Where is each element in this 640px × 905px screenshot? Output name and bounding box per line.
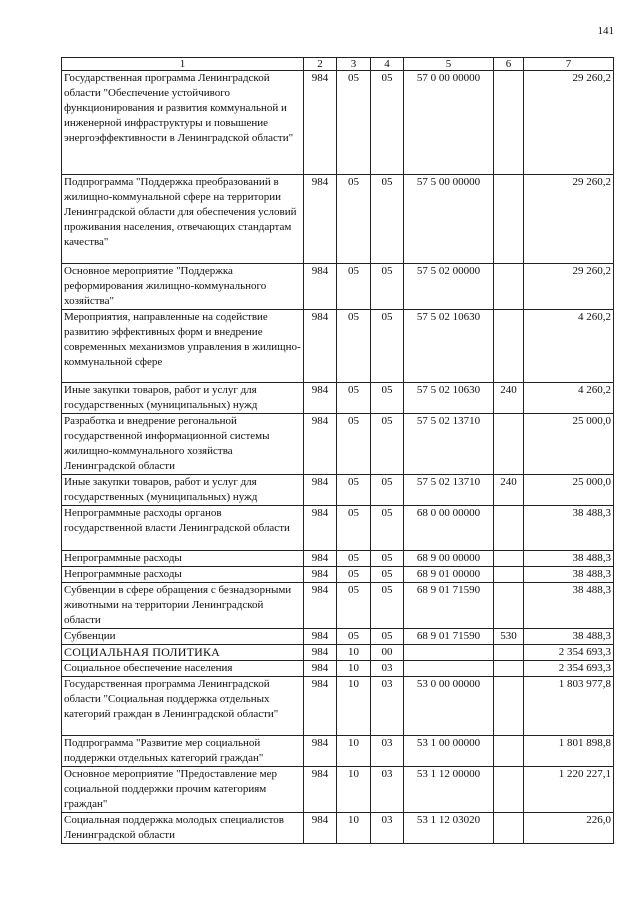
col-header-6: 6 <box>494 58 524 71</box>
row-name: Подпрограмма "Поддержка преобразований в жилищно-коммунальной сфере на территории Ленинградской области для обеспечения условий проживания населения, отвечающих стандартам качества" <box>62 175 304 264</box>
col-header-4: 4 <box>371 58 404 71</box>
cell-target-code: 57 5 02 13710 <box>404 414 494 475</box>
row-name: Основное мероприятие "Поддержка реформирования жилищно-коммунального хозяйства" <box>62 264 304 310</box>
cell-ministry: 984 <box>304 506 337 551</box>
cell-subsection: 03 <box>371 767 404 813</box>
cell-amount: 25 000,0 <box>524 475 614 506</box>
cell-ministry: 984 <box>304 175 337 264</box>
cell-section: 05 <box>337 475 371 506</box>
cell-amount: 226,0 <box>524 813 614 844</box>
cell-amount: 4 260,2 <box>524 310 614 383</box>
table-row <box>62 175 614 264</box>
row-name: Социальное обеспечение населения <box>62 661 304 677</box>
row-name: Социальная поддержка молодых специалистов Ленинградской области <box>62 813 304 844</box>
col-header-2: 2 <box>304 58 337 71</box>
cell-subsection: 05 <box>371 71 404 175</box>
cell-amount: 2 354 693,3 <box>524 645 614 661</box>
row-name: Разработка и внедрение регональной государственной информационной системы жилищно-коммунального хозяйства Ленинградской области <box>62 414 304 475</box>
cell-expense-type <box>494 813 524 844</box>
cell-amount: 1 801 898,8 <box>524 736 614 767</box>
table-row <box>62 767 614 813</box>
table-row <box>62 567 614 583</box>
cell-expense-type <box>494 414 524 475</box>
cell-amount: 2 354 693,3 <box>524 661 614 677</box>
cell-amount: 38 488,3 <box>524 551 614 567</box>
table-row <box>62 813 614 844</box>
row-name: Субвенции в сфере обращения с безнадзорными животными на территории Ленинградской области <box>62 583 304 629</box>
cell-section: 05 <box>337 567 371 583</box>
cell-amount: 4 260,2 <box>524 383 614 414</box>
cell-expense-type: 530 <box>494 629 524 645</box>
cell-section: 05 <box>337 551 371 567</box>
cell-amount: 38 488,3 <box>524 567 614 583</box>
cell-target-code: 57 0 00 00000 <box>404 71 494 175</box>
cell-amount: 1 220 227,1 <box>524 767 614 813</box>
cell-expense-type <box>494 567 524 583</box>
cell-subsection: 05 <box>371 414 404 475</box>
cell-amount: 38 488,3 <box>524 506 614 551</box>
cell-amount: 25 000,0 <box>524 414 614 475</box>
cell-expense-type <box>494 506 524 551</box>
cell-ministry: 984 <box>304 475 337 506</box>
cell-ministry: 984 <box>304 71 337 175</box>
table-row <box>62 661 614 677</box>
cell-subsection: 05 <box>371 310 404 383</box>
cell-section: 05 <box>337 583 371 629</box>
row-name: Подпрограмма "Развитие мер социальной поддержки отдельных категорий граждан" <box>62 736 304 767</box>
row-name: Непрограммные расходы <box>62 567 304 583</box>
cell-subsection: 05 <box>371 264 404 310</box>
cell-ministry: 984 <box>304 645 337 661</box>
cell-subsection: 05 <box>371 383 404 414</box>
table-row <box>62 629 614 645</box>
cell-expense-type <box>494 736 524 767</box>
col-header-7: 7 <box>524 58 614 71</box>
col-header-5: 5 <box>404 58 494 71</box>
table-row <box>62 71 614 175</box>
cell-subsection: 05 <box>371 567 404 583</box>
cell-ministry: 984 <box>304 677 337 736</box>
cell-expense-type <box>494 175 524 264</box>
cell-target-code: 57 5 00 00000 <box>404 175 494 264</box>
row-name: Мероприятия, направленные на содействие развитию эффективных форм и внедрение современных механизмов управления в жилищно-коммунальной сфере <box>62 310 304 383</box>
cell-subsection: 05 <box>371 475 404 506</box>
cell-section: 10 <box>337 736 371 767</box>
cell-target-code <box>404 661 494 677</box>
table-row <box>62 583 614 629</box>
table-row <box>62 506 614 551</box>
cell-target-code: 68 9 01 00000 <box>404 567 494 583</box>
cell-ministry: 984 <box>304 583 337 629</box>
cell-subsection: 05 <box>371 175 404 264</box>
cell-section: 10 <box>337 677 371 736</box>
cell-amount: 38 488,3 <box>524 583 614 629</box>
cell-subsection: 03 <box>371 677 404 736</box>
cell-target-code: 53 1 12 00000 <box>404 767 494 813</box>
cell-ministry: 984 <box>304 736 337 767</box>
cell-target-code: 53 0 00 00000 <box>404 677 494 736</box>
cell-expense-type <box>494 71 524 175</box>
cell-expense-type <box>494 677 524 736</box>
cell-expense-type: 240 <box>494 383 524 414</box>
cell-target-code: 57 5 02 00000 <box>404 264 494 310</box>
cell-target-code: 68 0 00 00000 <box>404 506 494 551</box>
row-name: Иные закупки товаров, работ и услуг для государственных (муниципальных) нужд <box>62 383 304 414</box>
row-name: Основное мероприятие "Предоставление мер социальной поддержки прочим категориям граждан" <box>62 767 304 813</box>
cell-subsection: 00 <box>371 645 404 661</box>
cell-subsection: 03 <box>371 736 404 767</box>
cell-subsection: 05 <box>371 629 404 645</box>
table-row <box>62 414 614 475</box>
table-row <box>62 736 614 767</box>
table-row <box>62 310 614 383</box>
cell-ministry: 984 <box>304 551 337 567</box>
cell-subsection: 05 <box>371 551 404 567</box>
cell-expense-type <box>494 551 524 567</box>
cell-target-code: 57 5 02 13710 <box>404 475 494 506</box>
cell-target-code: 57 5 02 10630 <box>404 383 494 414</box>
cell-expense-type <box>494 767 524 813</box>
cell-target-code: 68 9 01 71590 <box>404 629 494 645</box>
table-row <box>62 383 614 414</box>
row-name: Непрограммные расходы <box>62 551 304 567</box>
cell-amount: 1 803 977,8 <box>524 677 614 736</box>
cell-ministry: 984 <box>304 813 337 844</box>
cell-ministry: 984 <box>304 414 337 475</box>
cell-section: 05 <box>337 414 371 475</box>
row-name: Государственная программа Ленинградской области "Обеспечение устойчивого функционирования и развития коммунальной и инженерной инфраструктуры и повышение энергоэффективности в Ленинградской области" <box>62 71 304 175</box>
row-name: Субвенции <box>62 629 304 645</box>
cell-ministry: 984 <box>304 767 337 813</box>
cell-subsection: 05 <box>371 506 404 551</box>
row-name: СОЦИАЛЬНАЯ ПОЛИТИКА <box>62 645 304 661</box>
cell-section: 05 <box>337 383 371 414</box>
cell-amount: 38 488,3 <box>524 629 614 645</box>
cell-section: 10 <box>337 813 371 844</box>
table-row <box>62 551 614 567</box>
col-header-3: 3 <box>337 58 371 71</box>
cell-ministry: 984 <box>304 567 337 583</box>
cell-expense-type <box>494 264 524 310</box>
cell-subsection: 05 <box>371 583 404 629</box>
row-name: Государственная программа Ленинградской области "Социальная поддержка отдельных категорий граждан в Ленинградской области" <box>62 677 304 736</box>
col-header-1: 1 <box>62 58 304 71</box>
cell-amount: 29 260,2 <box>524 264 614 310</box>
row-name: Иные закупки товаров, работ и услуг для государственных (муниципальных) нужд <box>62 475 304 506</box>
table-row <box>62 475 614 506</box>
page-number: 141 <box>597 25 614 37</box>
cell-section: 10 <box>337 645 371 661</box>
cell-amount: 29 260,2 <box>524 175 614 264</box>
cell-target-code: 57 5 02 10630 <box>404 310 494 383</box>
cell-section: 05 <box>337 264 371 310</box>
table-row <box>62 264 614 310</box>
cell-section: 10 <box>337 661 371 677</box>
cell-amount: 29 260,2 <box>524 71 614 175</box>
cell-target-code: 68 9 01 71590 <box>404 583 494 629</box>
cell-expense-type <box>494 661 524 677</box>
cell-section: 05 <box>337 629 371 645</box>
cell-ministry: 984 <box>304 383 337 414</box>
cell-ministry: 984 <box>304 661 337 677</box>
cell-target-code: 53 1 12 03020 <box>404 813 494 844</box>
row-name: Непрограммные расходы органов государственной власти Ленинградской области <box>62 506 304 551</box>
table-row <box>62 677 614 736</box>
cell-subsection: 03 <box>371 661 404 677</box>
cell-section: 05 <box>337 71 371 175</box>
cell-target-code: 68 9 00 00000 <box>404 551 494 567</box>
cell-ministry: 984 <box>304 310 337 383</box>
cell-section: 05 <box>337 506 371 551</box>
cell-expense-type <box>494 310 524 383</box>
cell-expense-type: 240 <box>494 475 524 506</box>
cell-section: 05 <box>337 310 371 383</box>
budget-table <box>61 57 614 844</box>
table-row <box>62 645 614 661</box>
cell-ministry: 984 <box>304 629 337 645</box>
cell-target-code: 53 1 00 00000 <box>404 736 494 767</box>
cell-target-code <box>404 645 494 661</box>
cell-expense-type <box>494 645 524 661</box>
cell-section: 05 <box>337 175 371 264</box>
header-row <box>62 58 614 71</box>
cell-subsection: 03 <box>371 813 404 844</box>
cell-expense-type <box>494 583 524 629</box>
cell-section: 10 <box>337 767 371 813</box>
cell-ministry: 984 <box>304 264 337 310</box>
